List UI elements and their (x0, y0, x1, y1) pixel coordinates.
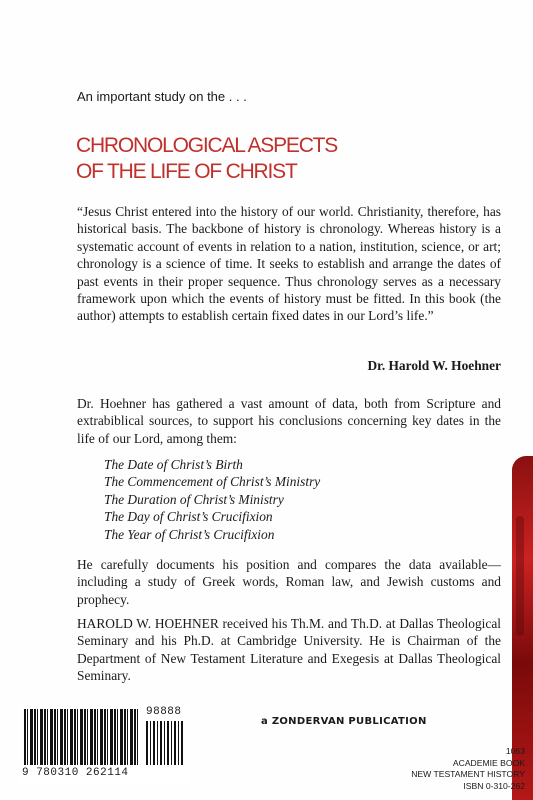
documentation-paragraph: He carefully documents his position and compares the data available—including a study of Greek words, Roman law, and Jewish customs and prophecy. (77, 557, 501, 607)
publisher-logo: a ZONDERVAN PUBLICATION (261, 716, 427, 727)
pub-code: 1063 (505, 746, 525, 756)
pub-series: ACADEMIE BOOK (452, 757, 525, 768)
list-item: The Duration of Christ’s Ministry (104, 491, 284, 507)
publication-info (411, 746, 525, 792)
barcode-addon-bars (146, 721, 184, 765)
author-bio-paragraph: HAROLD W. HOEHNER received his Th.M. and Th.D. at Dallas Theological Seminary and his Ph.D. at Cambridge University. He is Chairman of the Department of New Testament Literature and Exegesis at Dallas Theological Seminary. (77, 616, 501, 684)
list-item: The Date of Christ’s Birth (104, 457, 243, 472)
title-line-1: CHRONOLOGICAL ASPECTS (76, 134, 338, 157)
barcode-addon-number: 98888 (146, 706, 182, 718)
description-paragraph: Dr. Hoehner has gathered a vast amount of data, both from Scripture and extrabiblical sources, to support his conclusions concerning key dates in the life of our Lord, among them: (77, 396, 501, 446)
barcode (20, 703, 188, 785)
book-title (76, 133, 496, 185)
list-item: The Year of Christ’s Crucifixion (104, 526, 275, 542)
title-line-2: OF THE LIFE OF CHRIST (76, 160, 297, 183)
topic-list (104, 456, 320, 543)
intro-text: An important study on the . . . (77, 89, 247, 104)
quote-author: Dr. Harold W. Hoehner (367, 358, 501, 373)
barcode-isbn-number: 9 780310 262114 (22, 767, 129, 779)
list-item: The Day of Christ’s Crucifixion (104, 509, 273, 525)
quote-paragraph: “Jesus Christ entered into the history of our world. Christianity, therefore, has historical basis. The backbone of history is chronology. Whereas history is a systematic account of events in relation to a nation, institution, science, or art; chronology is a science of time. It seeks to establish and arrange the dates of past events in their proper sequence. Thus chronology serves as a necessary framework upon which the events of history must be fitted. In this book (the author) attempts to establish certain fixed dates in our Lord’s life.” (77, 204, 501, 324)
barcode-bars (24, 709, 138, 765)
pub-isbn: ISBN 0-310-262 (463, 780, 525, 791)
list-item: The Commencement of Christ’s Ministry (104, 474, 321, 490)
pub-category: NEW TESTAMENT HISTORY (411, 769, 525, 779)
